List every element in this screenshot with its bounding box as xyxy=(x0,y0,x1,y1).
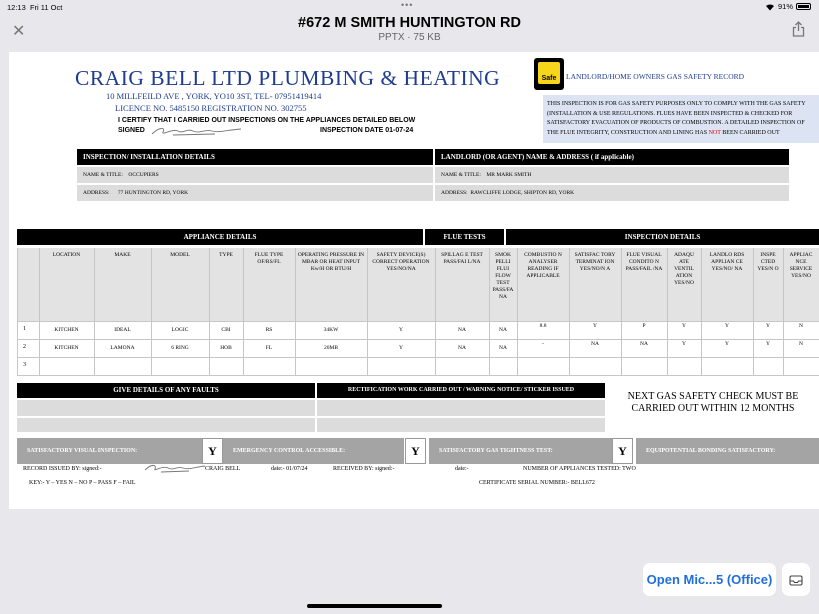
table-cell: Y xyxy=(593,323,597,329)
table-cell: KITCHEN xyxy=(54,327,79,333)
table-cell: N xyxy=(799,341,803,347)
emergency-control-label: EMERGENCY CONTROL ACCESSIBLE: xyxy=(223,438,404,464)
table-gridline xyxy=(435,248,436,375)
issuer-name: CRAIG BELL xyxy=(205,466,241,472)
table-cell: Y xyxy=(399,327,403,333)
column-header: COMBUSTIO N ANALYSER READING IF APPLICABLE xyxy=(524,252,562,279)
notice-text: THIS INSPECTION IS FOR GAS SAFETY PURPOSES ONLY TO COMPLY WITH THE GAS SAFETY (INSTALLATION & USE REGULATIONS. FLUES HAVE BEEN INSPECTED & CHECKED FOR SATISFACTORY EVACUATION OF PRODUCTS OF COMBUSTION. A DETAILED INSPECTION OF THE FLUE INTEGRITY, CONSTRUCTION AND LINING HAS xyxy=(547,101,806,136)
column-header: FLUE VISUAL CONDITO N PASS/FAIL /NA xyxy=(625,252,663,272)
multitask-dots[interactable]: ••• xyxy=(401,0,414,10)
inbox-icon xyxy=(789,574,803,586)
installation-name-row: NAME & TITLE: OCCUPIERS xyxy=(77,167,433,183)
table-cell: Y xyxy=(682,323,686,329)
inspection-date: INSPECTION DATE 01-07-24 xyxy=(320,127,414,134)
faults-row-2 xyxy=(17,418,315,432)
share-icon[interactable] xyxy=(792,21,805,37)
column-header: LOCATION xyxy=(52,252,81,258)
column-header: INSPE CTED YES/N O xyxy=(757,252,779,272)
document-slide[interactable] xyxy=(9,52,819,509)
footer-signature-image xyxy=(143,462,207,474)
gas-safe-logo xyxy=(534,58,564,90)
table-cell: 20MB xyxy=(323,345,339,351)
row-number: 3 xyxy=(23,362,26,368)
table-cell: NA xyxy=(458,327,466,333)
table-cell: NA xyxy=(458,345,466,351)
faults-header: GIVE DETAILS OF ANY FAULTS xyxy=(17,383,315,398)
table-cell: CBI xyxy=(221,327,231,333)
table-cell: Y xyxy=(766,323,770,329)
landlord-details-header: LANDLORD (OR AGENT) NAME & ADDRESS ( if applicable) xyxy=(435,149,789,165)
gas-tightness-value: Y xyxy=(612,438,633,464)
table-gridline xyxy=(667,248,668,375)
column-header: MAKE xyxy=(114,252,131,258)
appliance-details-header: APPLIANCE DETAILS xyxy=(17,229,423,245)
gas-tightness-label: SATISFACTORY GAS TIGHTNESS TEST: xyxy=(429,438,612,464)
open-in-office-button[interactable]: Open Mic...5 (Office) xyxy=(643,563,776,596)
row-number: 2 xyxy=(23,344,26,350)
notice-not: NOT xyxy=(708,129,721,136)
table-cell: KITCHEN xyxy=(54,345,79,351)
table-cell: HOB xyxy=(220,345,232,351)
certificate-serial: CERTIFICATE SERIAL NUMBER:- BELL672 xyxy=(479,480,595,486)
table-gridline xyxy=(151,248,152,375)
table-gridline xyxy=(621,248,622,375)
table-cell: NA xyxy=(499,345,507,351)
visual-inspection-label: SATISFACTORY VISUAL INSPECTION: xyxy=(17,438,202,464)
table-cell: FL xyxy=(265,345,273,351)
table-cell: 34KW xyxy=(323,327,339,333)
table-cell: RS xyxy=(265,327,273,333)
column-header: FLUE TYPE OF/RS/FL xyxy=(254,252,284,265)
table-gridline xyxy=(243,248,244,375)
installation-details-header: INSPECTION/ INSTALLATION DETAILS xyxy=(77,149,433,165)
signed-label: SIGNED xyxy=(118,127,145,134)
column-header: MODEL xyxy=(170,252,190,258)
column-header: APPLIAC NCE SERVICE YES/NO xyxy=(789,252,813,279)
table-cell: 8.8 xyxy=(539,323,547,329)
received-date-label: date:- xyxy=(455,466,469,472)
table-gridline xyxy=(489,248,490,375)
table-cell: NA xyxy=(591,341,599,347)
status-right xyxy=(765,2,811,11)
table-gridline xyxy=(17,321,819,322)
licence-registration: LICENCE NO. 5485150 REGISTRATION NO. 302755 xyxy=(115,103,307,113)
landlord-address-row: ADDRESS: RAWCLIFFE LODGE, SHIPTON RD, YORK xyxy=(435,185,789,201)
next-check-notice: NEXT GAS SAFETY CHECK MUST BE CARRIED OUT WITHIN 12 MONTHS xyxy=(627,391,799,414)
column-header: TYPE xyxy=(219,252,233,258)
table-cell: 6 RING xyxy=(171,345,189,351)
table-gridline xyxy=(783,248,784,375)
table-cell: Y xyxy=(766,341,770,347)
flue-tests-header: FLUE TESTS xyxy=(425,229,504,245)
column-header: ADAQU ATE VENTIL ATION YES/NO xyxy=(674,252,694,286)
table-gridline xyxy=(17,375,819,376)
gas-safe-logo-text: Safe xyxy=(541,75,557,82)
table-cell: LOGIC xyxy=(171,327,189,333)
column-header: OPERATING PRESSURE IN MBAR OR HEAT INPUT Kw/H OR BTU/H xyxy=(297,252,365,272)
company-name: CRAIG BELL LTD PLUMBING & HEATING xyxy=(75,66,501,90)
faults-row-1 xyxy=(17,400,315,416)
issued-date: date:- 01/07/24 xyxy=(271,466,308,472)
column-header: SAFETY DEVICE(S) CORRECT OPERATION YES/NO/NA xyxy=(372,252,430,272)
rectification-row-2 xyxy=(317,418,605,432)
row-number: 1 xyxy=(23,326,26,332)
column-header: SATISFAC TORY TERMINAT ION YES/NO/N A xyxy=(574,252,616,272)
table-gridline xyxy=(517,248,518,375)
signature-image xyxy=(149,125,244,138)
table-cell: Y xyxy=(725,341,729,347)
table-cell: LAMONA xyxy=(110,345,135,351)
table-gridline xyxy=(701,248,702,375)
notice-text-end: BEEN CARRIED OUT xyxy=(722,129,780,136)
table-gridline xyxy=(17,339,819,340)
battery-percent: 91% xyxy=(777,2,793,11)
inspection-details-header: INSPECTION DETAILS xyxy=(506,229,819,245)
rectification-row-1 xyxy=(317,400,605,416)
table-gridline xyxy=(295,248,296,375)
table-cell: P xyxy=(642,323,646,329)
table-gridline xyxy=(39,248,40,375)
company-address: 10 MILLFEILD AVE , YORK, YO10 3ST, TEL- 07951419414 xyxy=(106,91,322,101)
table-cell: Y xyxy=(725,323,729,329)
table-cell: - xyxy=(542,341,544,347)
table-gridline xyxy=(569,248,570,375)
column-header: SMOK PELLI FLUI FLOW TEST PASS/FA NA xyxy=(492,252,514,300)
document-subtitle: PPTX · 75 KB xyxy=(378,32,441,43)
notice-box xyxy=(543,95,819,143)
record-issued-label: RECORD ISSUED BY: signed:- xyxy=(23,466,102,472)
battery-icon xyxy=(796,3,811,10)
received-by-label: RECEIVED BY: signed:- xyxy=(333,466,395,472)
table-gridline xyxy=(209,248,210,375)
column-header: SPILLAG E TEST PASS/FAI L/NA xyxy=(441,252,483,265)
key-legend: KEY:- Y – YES N – NO P – PASS F – FAIL xyxy=(29,480,136,486)
installation-address-row: ADDRESS: 77 HUNTINGTON RD, YORK xyxy=(77,185,433,201)
status-time: 12:13 Fri 11 Oct xyxy=(7,3,63,12)
visual-inspection-value: Y xyxy=(202,438,223,464)
bonding-label: EQUIPOTENTIAL BONDING SATISFACTORY: xyxy=(636,438,819,464)
table-cell: NA xyxy=(640,341,648,347)
table-cell: NA xyxy=(499,327,507,333)
table-gridline xyxy=(17,248,18,375)
close-button[interactable]: ✕ xyxy=(12,23,26,40)
landlord-name-row: NAME & TITLE: MR MARK SMITH xyxy=(435,167,789,183)
table-cell: IDEAL xyxy=(114,327,131,333)
table-cell: Y xyxy=(682,341,686,347)
rectification-header: RECTIFICATION WORK CARRIED OUT / WARNING NOTICE/ STICKER ISSUED xyxy=(317,383,605,398)
emergency-control-value: Y xyxy=(405,438,426,464)
wifi-icon xyxy=(765,3,775,11)
table-cell: N xyxy=(799,323,803,329)
table-gridline xyxy=(17,357,819,358)
gas-safe-logo-badge xyxy=(538,62,560,84)
status-bar xyxy=(0,0,819,14)
nav-bar xyxy=(0,14,819,48)
table-cell: Y xyxy=(399,345,403,351)
column-header: LANDLO RDS APPLIAN CE YES/NO/ NA xyxy=(709,252,745,272)
document-title: #672 M SMITH HUNTINGTON RD xyxy=(298,15,521,31)
record-title: LANDLORD/HOME OWNERS GAS SAFETY RECORD xyxy=(566,72,745,81)
appliances-tested: NUMBER OF APPLIANCES TESTED: TWO xyxy=(523,466,636,472)
certify-statement: I CERTIFY THAT I CARRIED OUT INSPECTIONS ON THE APPLIANCES DETAILED BELOW xyxy=(118,117,416,124)
table-gridline xyxy=(367,248,368,375)
table-gridline xyxy=(753,248,754,375)
table-gridline xyxy=(94,248,95,375)
home-indicator[interactable] xyxy=(307,604,442,608)
more-options-button[interactable] xyxy=(782,563,810,596)
